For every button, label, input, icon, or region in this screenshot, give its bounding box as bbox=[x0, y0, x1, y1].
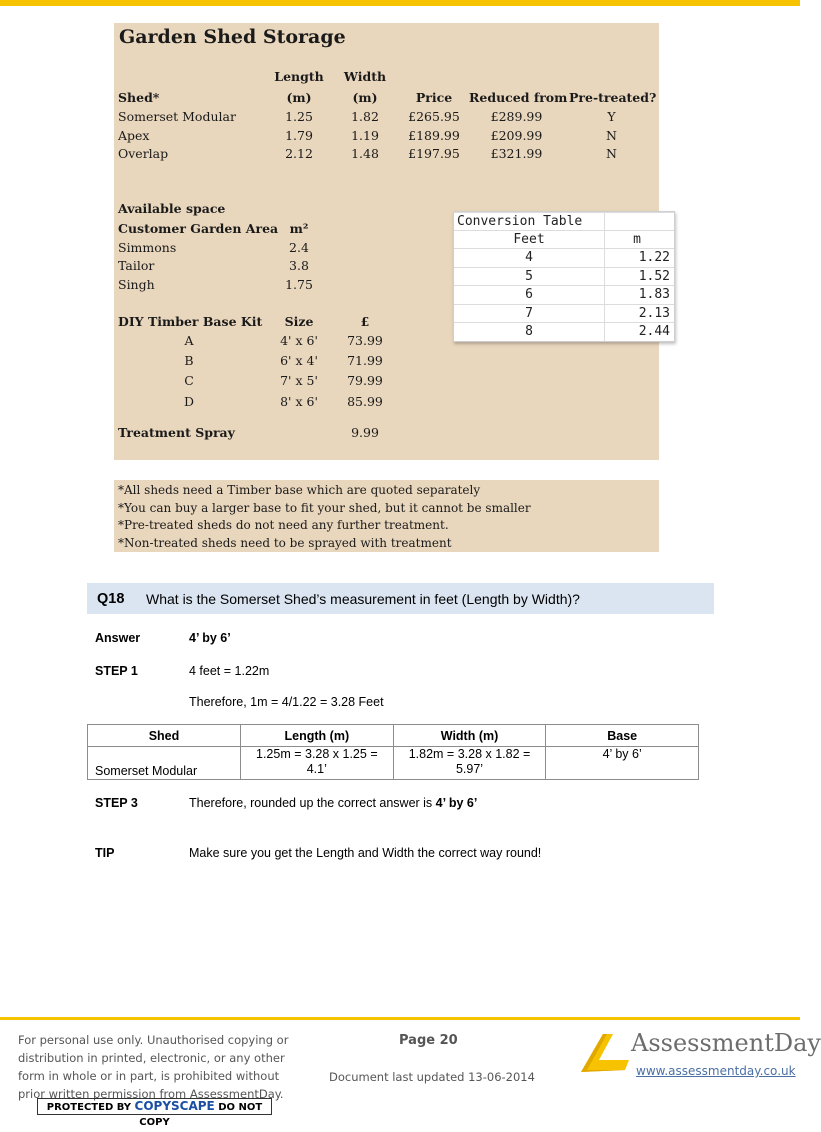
conversion-feet: 5 bbox=[525, 269, 533, 284]
calc-header-row bbox=[88, 725, 699, 747]
step1-line2: Therefore, 1m = 4/1.22 = 3.28 Feet bbox=[189, 695, 384, 709]
question-text: What is the Somerset Shed’s measurement in feet (Length by Width)? bbox=[146, 591, 580, 607]
question-bar bbox=[87, 583, 714, 614]
step1-label: STEP 1 bbox=[95, 664, 138, 678]
conversion-title: Conversion Table bbox=[457, 214, 583, 229]
answer-value: 4’ by 6’ bbox=[189, 631, 231, 645]
customer-area: 3.8 bbox=[289, 258, 309, 273]
shed-reduced: £209.99 bbox=[490, 128, 543, 143]
shed-width: 1.82 bbox=[351, 109, 379, 124]
kit-size-header: Size bbox=[284, 314, 314, 329]
shed-name: Overlap bbox=[118, 146, 169, 161]
footer-disclaimer bbox=[18, 1031, 288, 1103]
answer-label: Answer bbox=[95, 631, 141, 645]
notes-box bbox=[114, 480, 659, 552]
conversion-m: 1.83 bbox=[638, 287, 670, 302]
page-number: Page 20 bbox=[399, 1033, 458, 1048]
calc-row bbox=[88, 747, 699, 780]
shed-price: £265.95 bbox=[408, 109, 460, 124]
calc-header: Length (m) bbox=[240, 725, 393, 747]
note-item: *You can buy a larger base to fit your shed, but it cannot be smaller bbox=[118, 501, 531, 515]
disclaimer-line: prior written permission from AssessmentDay. bbox=[18, 1087, 284, 1101]
kit-price: 73.99 bbox=[347, 333, 383, 348]
disclaimer-line: form in whole or in part, is prohibited without bbox=[18, 1069, 280, 1083]
tip-text: Make sure you get the Length and Width the correct way round! bbox=[189, 846, 542, 860]
conversion-feet: 7 bbox=[525, 306, 533, 321]
customer-area: 2.4 bbox=[289, 240, 309, 255]
kit-id: C bbox=[184, 373, 194, 388]
kit-header: DIY Timber Base Kit bbox=[118, 314, 263, 329]
customer-name: Simmons bbox=[118, 240, 177, 255]
shed-price: £189.99 bbox=[408, 128, 460, 143]
conversion-feet: 4 bbox=[525, 250, 533, 265]
conversion-row bbox=[454, 267, 674, 286]
shed-length: 2.12 bbox=[285, 146, 313, 161]
conversion-row bbox=[454, 304, 674, 323]
customer-name: Tailor bbox=[118, 258, 155, 273]
header-pretreated: Pre-treated? bbox=[569, 90, 657, 105]
kit-id: A bbox=[184, 333, 194, 348]
calc-width-line2: 5.97’ bbox=[455, 762, 484, 776]
step3-label: STEP 3 bbox=[95, 796, 138, 810]
conversion-table bbox=[453, 211, 675, 342]
calc-header: Shed bbox=[88, 725, 241, 747]
top-accent-bar bbox=[0, 0, 800, 6]
calculation-table bbox=[87, 724, 699, 780]
header-length: Length bbox=[274, 69, 324, 84]
available-space-heading: Available space bbox=[118, 201, 226, 216]
calc-width bbox=[393, 747, 546, 780]
calc-header: Width (m) bbox=[393, 725, 546, 747]
conversion-feet: 8 bbox=[525, 324, 533, 339]
area-unit: m² bbox=[289, 221, 309, 236]
shed-length: 1.25 bbox=[285, 109, 313, 124]
shed-width: 1.48 bbox=[351, 146, 379, 161]
conversion-m: 2.13 bbox=[638, 306, 670, 321]
copyscape-pre: PROTECTED BY bbox=[46, 1102, 135, 1113]
spray-label: Treatment Spray bbox=[118, 425, 235, 440]
kit-size: 7' x 5' bbox=[280, 373, 318, 388]
question-number: Q18 bbox=[97, 591, 125, 607]
kit-size: 6' x 4' bbox=[280, 353, 318, 368]
conversion-col-m: m bbox=[633, 232, 641, 247]
calc-shed: Somerset Modular bbox=[88, 747, 241, 780]
disclaimer-line: distribution in printed, electronic, or any other bbox=[18, 1051, 285, 1065]
calc-length bbox=[240, 747, 393, 780]
brand-name: AssessmentDay bbox=[631, 1029, 821, 1057]
conversion-title-row bbox=[454, 212, 674, 231]
kit-size: 4' x 6' bbox=[280, 333, 318, 348]
header-reduced: Reduced from bbox=[469, 90, 568, 105]
step3-text bbox=[189, 796, 477, 810]
conversion-m: 2.44 bbox=[638, 324, 670, 339]
conversion-m: 1.52 bbox=[638, 269, 670, 284]
copyscape-brand: COPYSCAPE bbox=[134, 1099, 215, 1113]
conversion-row bbox=[454, 248, 674, 267]
note-item: *Non-treated sheds need to be sprayed with treatment bbox=[118, 536, 452, 550]
kit-price: 79.99 bbox=[347, 373, 383, 388]
conversion-col-feet: Feet bbox=[513, 232, 545, 247]
panel-title: Garden Shed Storage bbox=[119, 26, 346, 48]
shed-length: 1.79 bbox=[285, 128, 313, 143]
step3-sentence: Therefore, rounded up the correct answer is bbox=[189, 796, 436, 810]
conversion-row bbox=[454, 285, 674, 304]
kit-price: 85.99 bbox=[347, 394, 383, 409]
calc-length-line2: 4.1’ bbox=[306, 762, 327, 776]
note-item: *All sheds need a Timber base which are quoted separately bbox=[118, 483, 481, 497]
step3-answer: 4’ by 6’ bbox=[435, 796, 478, 810]
calc-width-line1: 1.82m = 3.28 x 1.82 = bbox=[408, 747, 531, 761]
kit-id: D bbox=[183, 394, 195, 409]
area-header: Customer Garden Area bbox=[118, 221, 279, 236]
shed-name: Apex bbox=[118, 128, 150, 143]
conversion-row bbox=[454, 322, 674, 341]
footer-accent-bar bbox=[0, 1017, 800, 1020]
header-length-unit: (m) bbox=[286, 90, 312, 105]
copyscape-post: DO NOT COPY bbox=[139, 1102, 263, 1128]
copyscape-badge[interactable] bbox=[37, 1098, 272, 1128]
header-shed: Shed* bbox=[118, 90, 160, 105]
shed-pretreated: Y bbox=[607, 109, 616, 124]
customer-area: 1.75 bbox=[285, 277, 313, 292]
kit-price: 71.99 bbox=[347, 353, 383, 368]
customer-name: Singh bbox=[118, 277, 155, 292]
shed-price: £197.95 bbox=[408, 146, 460, 161]
kit-price-header: £ bbox=[360, 314, 370, 329]
step1-line1: 4 feet = 1.22m bbox=[189, 664, 270, 678]
shed-name: Somerset Modular bbox=[118, 109, 236, 124]
shed-pretreated: N bbox=[606, 146, 617, 161]
shed-width: 1.19 bbox=[351, 128, 379, 143]
conversion-m: 1.22 bbox=[638, 250, 670, 265]
spray-price: 9.99 bbox=[351, 425, 379, 440]
tip-label: TIP bbox=[95, 846, 115, 860]
header-width-unit: (m) bbox=[352, 90, 378, 105]
shed-pretreated: N bbox=[606, 128, 617, 143]
calc-base: 4’ by 6’ bbox=[546, 747, 699, 780]
header-width: Width bbox=[343, 69, 387, 84]
calc-length-line1: 1.25m = 3.28 x 1.25 = bbox=[256, 747, 378, 761]
brand-url-link[interactable]: www.assessmentday.co.uk bbox=[636, 1064, 796, 1078]
shed-reduced: £321.99 bbox=[490, 146, 543, 161]
last-updated: Document last updated 13-06-2014 bbox=[329, 1070, 535, 1084]
header-price: Price bbox=[415, 90, 453, 105]
shed-reduced: £289.99 bbox=[490, 109, 543, 124]
kit-id: B bbox=[184, 353, 194, 368]
conversion-header-row bbox=[454, 230, 674, 249]
calc-header: Base bbox=[546, 725, 699, 747]
assessmentday-logo-icon bbox=[577, 1030, 633, 1076]
conversion-feet: 6 bbox=[525, 287, 533, 302]
kit-size: 8' x 6' bbox=[280, 394, 318, 409]
note-item: *Pre-treated sheds do not need any further treatment. bbox=[118, 518, 449, 532]
disclaimer-line: For personal use only. Unauthorised copying or bbox=[18, 1033, 289, 1047]
